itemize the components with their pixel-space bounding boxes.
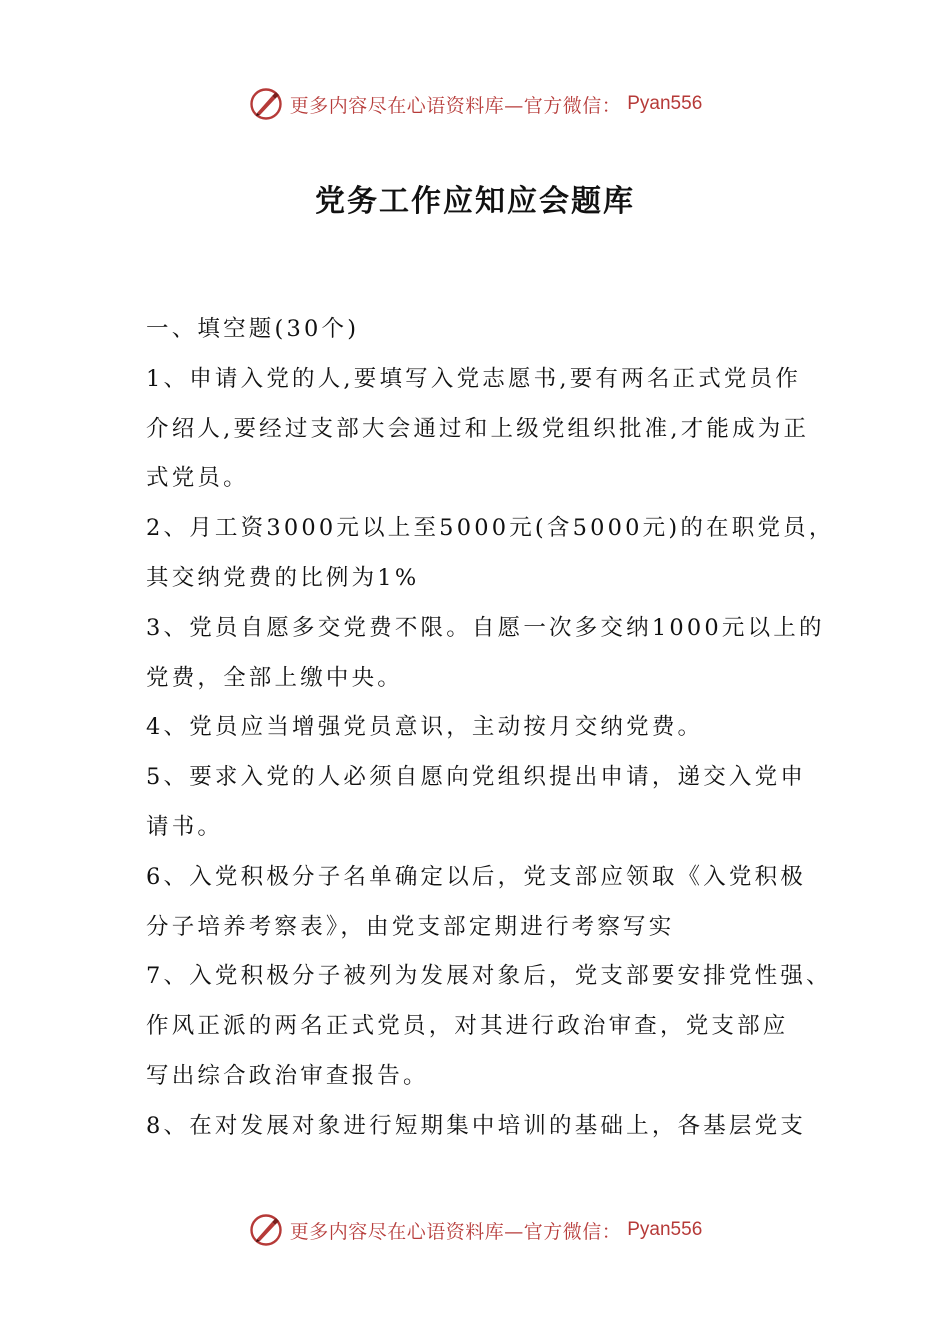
document-body [146,305,835,1152]
text-line: 1、申请入党的人,要填写入党志愿书,要有两名正式党员作 [146,365,802,392]
section-heading: 一、填空题(30个) [146,316,360,342]
text-line: 请书。 [146,813,224,840]
document-title: 党务工作应知应会题库 [315,184,635,219]
text-line: 2、月工资3000元以上至5000元(含5000元)的在职党员， [146,515,835,542]
pen-logo-icon [248,86,284,122]
watermark-wechat-id: Pyan556 [627,93,703,114]
watermark-wechat-id: Pyan556 [627,1219,703,1240]
footer-watermark [0,1210,950,1250]
header-watermark [0,84,950,124]
text-line: 6、入党积极分子名单确定以后，党支部应领取《入党积极 [146,863,807,890]
pen-logo-icon [248,1212,284,1248]
text-line: 分子培养考察表》，由党支部定期进行考察写实 [146,913,675,940]
text-line: 3、党员自愿多交党费不限。自愿一次多交纳1000元以上的 [146,614,825,641]
text-line: 4、党员应当增强党员意识，主动按月交纳党费。 [146,714,704,741]
text-line: 介绍人,要经过支部大会通过和上级党组织批准,才能成为正 [146,415,810,442]
text-line: 党费，全部上缴中央。 [146,664,404,691]
text-line: 8、在对发展对象进行短期集中培训的基础上，各基层党支 [146,1112,807,1139]
text-line: 其交纳党费的比例为1% [146,564,420,591]
text-line: 式党员。 [146,465,249,492]
watermark-text: 更多内容尽在心语资料库—官方微信： [289,1220,622,1243]
text-line: 7、入党积极分子被列为发展对象后，党支部要安排党性强、 [146,963,832,990]
text-line: 作风正派的两名正式党员，对其进行政治审查，党支部应 [146,1013,789,1040]
text-line: 5、要求入党的人必须自愿向党组织提出申请，递交入党申 [146,764,807,791]
watermark-text: 更多内容尽在心语资料库—官方微信： [289,94,622,117]
text-line: 写出综合政治审查报告。 [146,1062,429,1089]
